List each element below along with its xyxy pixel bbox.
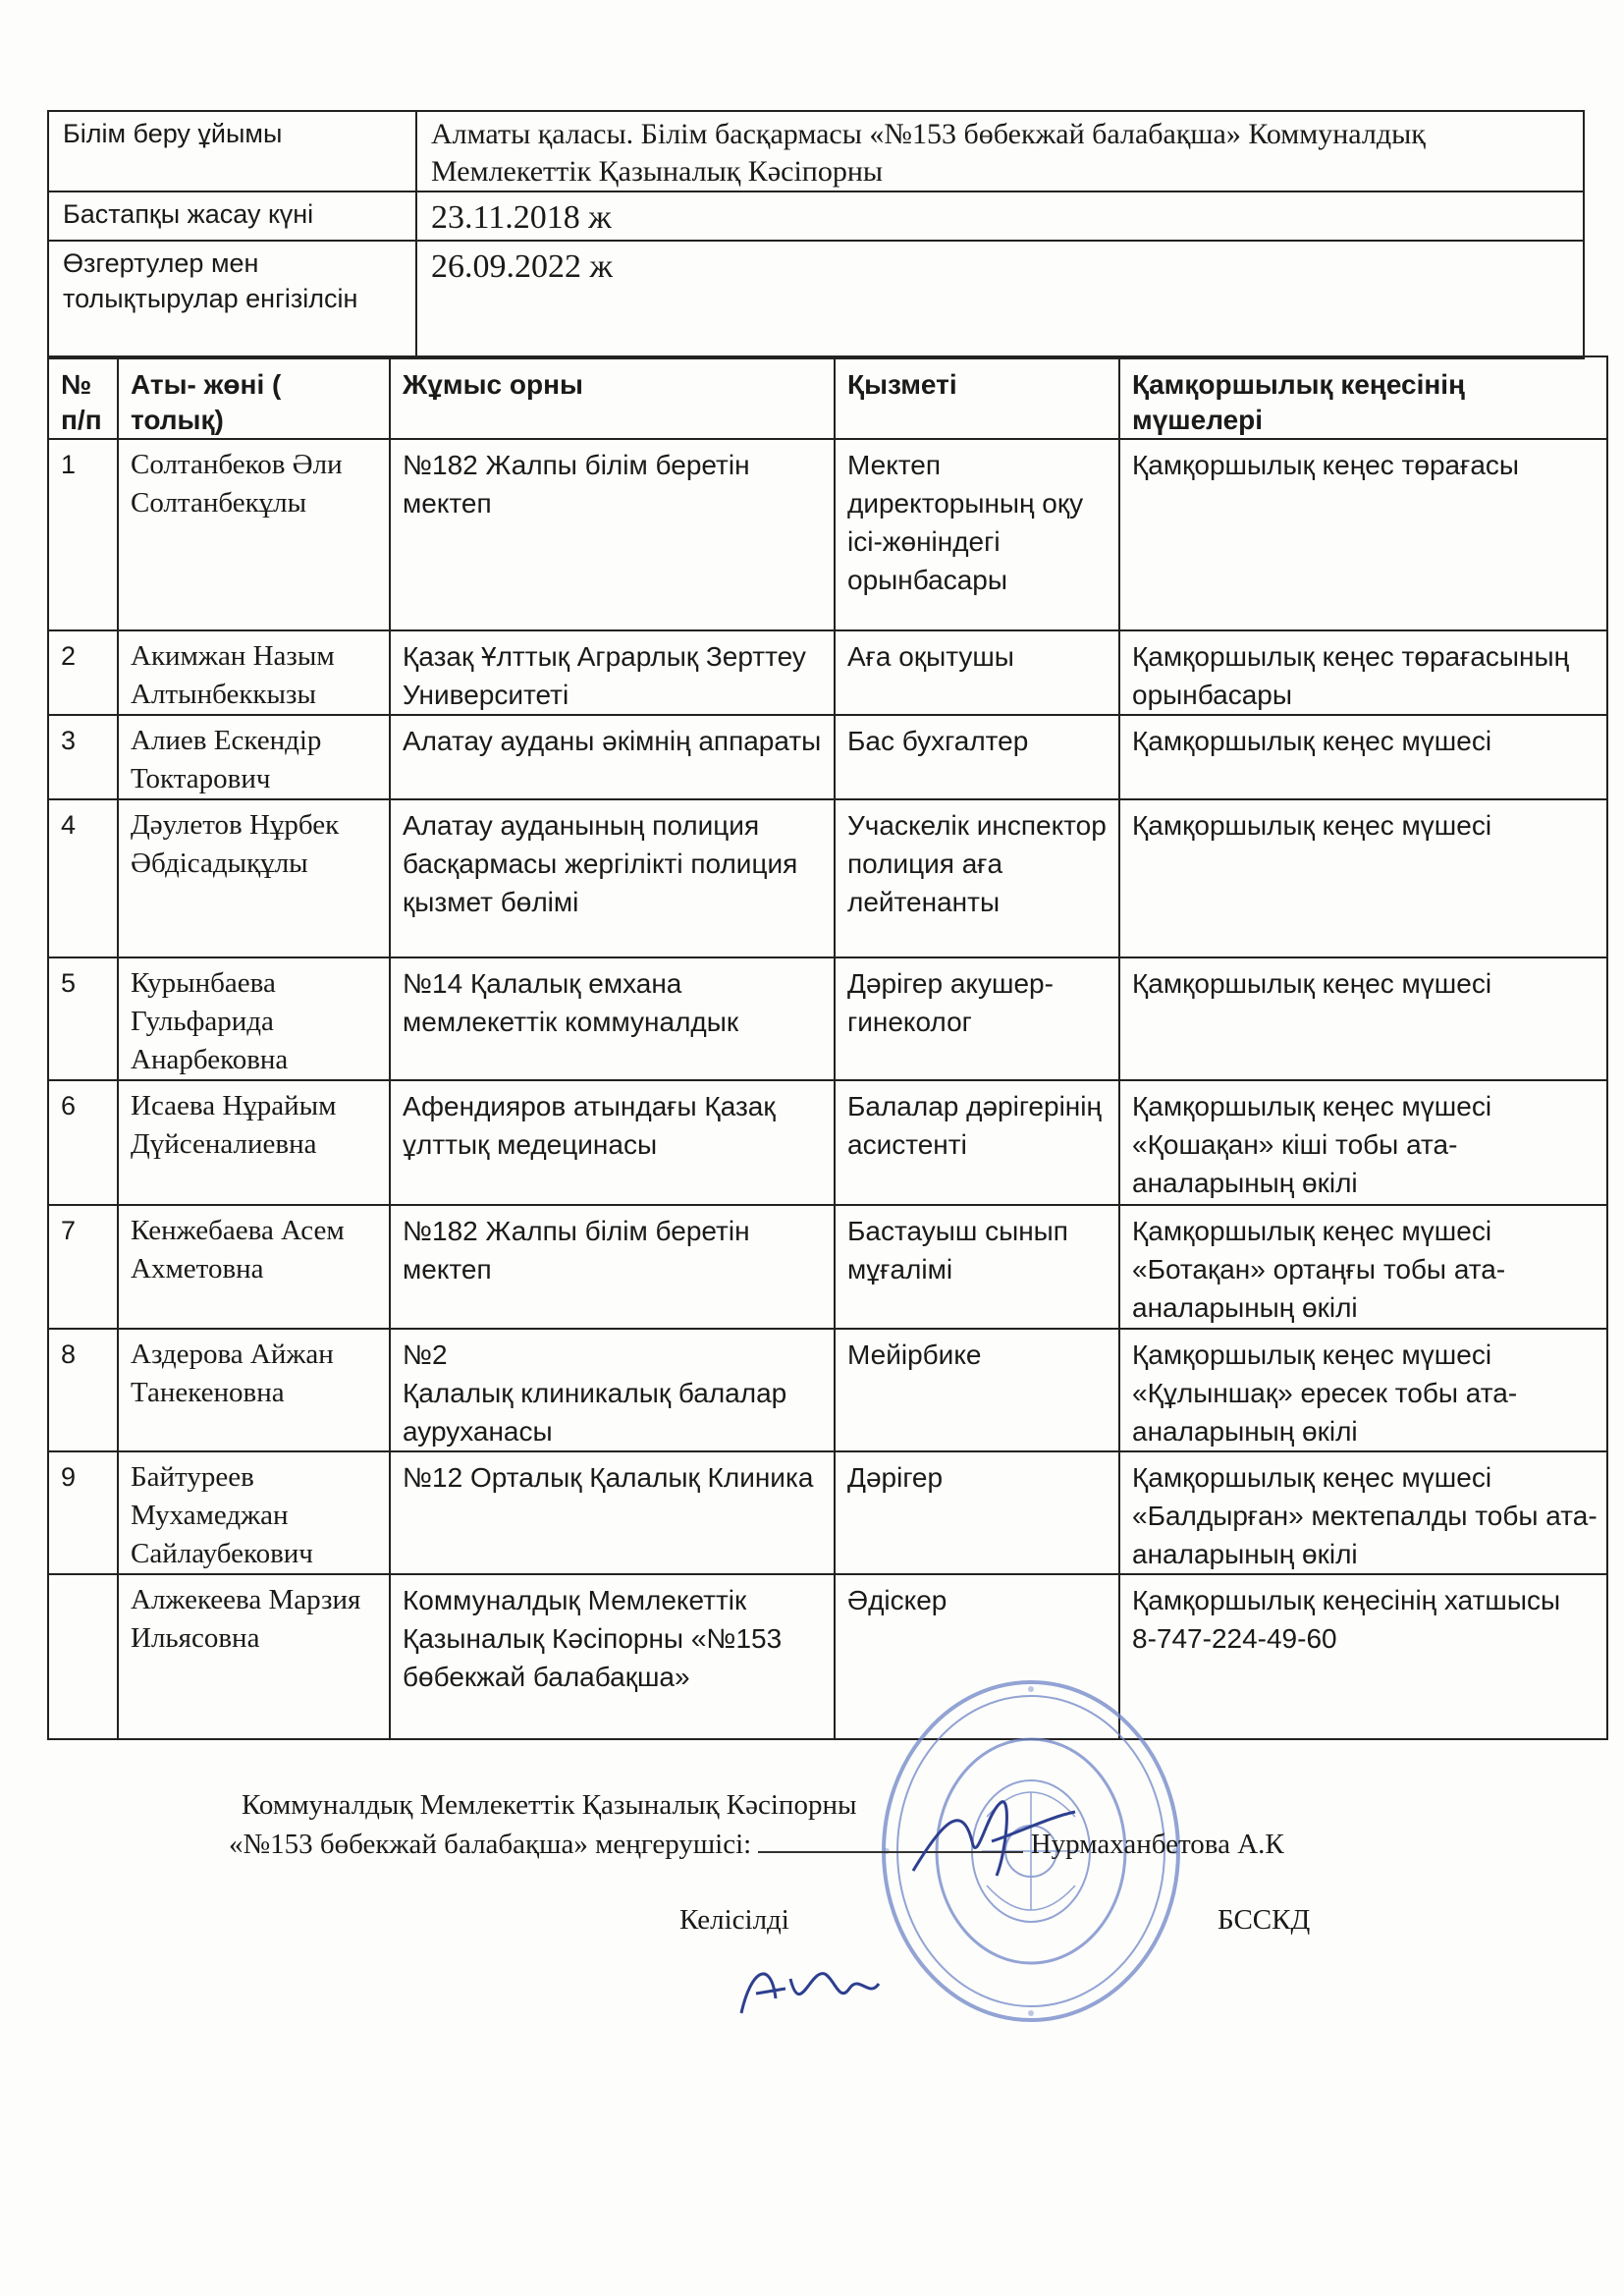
row-membership: Қамқоршылық кеңес мүшесі	[1119, 957, 1607, 1080]
row-membership: Қамқоршылық кеңес мүшесі	[1119, 715, 1607, 799]
info-row-organization	[48, 111, 1584, 191]
created-value: 23.11.2018 ж	[416, 191, 1584, 241]
info-row-created	[48, 191, 1584, 241]
changed-label: Өзгертулер мен толықтырулар енгізілсін	[48, 241, 416, 358]
row-workplace: №182 Жалпы білім беретін мектеп	[390, 439, 835, 630]
row-workplace: Қазақ Ұлттық Аграрлық Зерттеу Университеті	[390, 630, 835, 715]
table-row	[48, 715, 1607, 799]
created-label: Бастапқы жасау күні	[48, 191, 416, 241]
table-row	[48, 799, 1607, 957]
info-table	[47, 110, 1585, 359]
footer-org-line: Коммуналдық Мемлекеттік Қазыналық Кәсіпорны	[242, 1789, 857, 1821]
row-workplace: Афендияров атындағы Қазақ ұлттық медецинасы	[390, 1080, 835, 1205]
table-row	[48, 630, 1607, 715]
row-membership: Қамқоршылық кеңес төрағасының орынбасары	[1119, 630, 1607, 715]
header-num: № п/п	[48, 356, 118, 439]
row-membership: Қамқоршылық кеңес мүшесі	[1119, 799, 1607, 957]
row-workplace: №2 Қалалық клиникалық балалар ауруханасы	[390, 1329, 835, 1451]
header-position: Қызметі	[835, 356, 1119, 439]
members-table	[47, 355, 1608, 1740]
row-num: 7	[48, 1205, 118, 1329]
row-workplace: №14 Қалалық емхана мемлекеттік коммуналдык	[390, 957, 835, 1080]
table-row	[48, 1205, 1607, 1329]
row-position: Учаскелік инспектор полиция аға лейтенанты	[835, 799, 1119, 957]
row-workplace: Алатау ауданы әкімнің аппараты	[390, 715, 835, 799]
row-position: Дәрігер	[835, 1451, 1119, 1574]
row-membership: Қамқоршылық кеңесінің хатшысы 8-747-224-49-60	[1119, 1574, 1607, 1739]
row-num: 4	[48, 799, 118, 957]
head-name: Нурмаханбетова А.К	[1030, 1829, 1284, 1860]
agreed-org: БССКД	[1218, 1904, 1311, 1936]
row-name: Дәулетов Нұрбек Әбдісадықұлы	[118, 799, 390, 957]
row-workplace: №12 Орталық Қалалық Клиника	[390, 1451, 835, 1574]
table-row	[48, 1574, 1607, 1739]
row-position: Әдіскер	[835, 1574, 1119, 1739]
row-name: Курынбаева Гульфарида Анарбековна	[118, 957, 390, 1080]
table-row	[48, 1451, 1607, 1574]
row-name: Акимжан Назым Алтынбеккызы	[118, 630, 390, 715]
row-membership: Қамқоршылық кеңес мүшесі «Қошақан» кіші тобы ата-аналарының өкілі	[1119, 1080, 1607, 1205]
row-name: Байтуреев Мухамеджан Сайлаубекович	[118, 1451, 390, 1574]
table-row	[48, 957, 1607, 1080]
row-membership: Қамқоршылық кеңес мүшесі «Ботақан» ортаңғы тобы ата-аналарының өкілі	[1119, 1205, 1607, 1329]
changed-value: 26.09.2022 ж	[416, 241, 1584, 358]
row-num: 6	[48, 1080, 118, 1205]
row-membership: Қамқоршылық кеңес мүшесі «Құлыншақ» ересек тобы ата-аналарының өкілі	[1119, 1329, 1607, 1451]
row-position: Дәрігер акушер-гинеколог	[835, 957, 1119, 1080]
row-num: 1	[48, 439, 118, 630]
row-name: Солтанбеков Әли Солтанбекұлы	[118, 439, 390, 630]
row-membership: Қамқоршылық кеңес төрағасы	[1119, 439, 1607, 630]
row-workplace: №182 Жалпы білім беретін мектеп	[390, 1205, 835, 1329]
table-row	[48, 1329, 1607, 1451]
row-position: Мектеп директорының оқу ісі-жөніндегі орынбасары	[835, 439, 1119, 630]
row-name: Аздерова Айжан Танекеновна	[118, 1329, 390, 1451]
row-position: Бас бухгалтер	[835, 715, 1119, 799]
table-row	[48, 1080, 1607, 1205]
info-row-changed	[48, 241, 1584, 358]
row-num: 9	[48, 1451, 118, 1574]
row-workplace: Коммуналдық Мемлекеттік Қазыналық Кәсіпорны «№153 бөбекжай балабақша»	[390, 1574, 835, 1739]
header-membership: Қамқоршылық кеңесінің мүшелері	[1119, 356, 1607, 439]
row-position: Мейірбике	[835, 1329, 1119, 1451]
row-membership: Қамқоршылық кеңес мүшесі «Балдырған» мектепалды тобы ата-аналарының өкілі	[1119, 1451, 1607, 1574]
row-num: 5	[48, 957, 118, 1080]
row-position: Бастауыш сынып мұғалімі	[835, 1205, 1119, 1329]
row-num: 2	[48, 630, 118, 715]
footer-head-line	[229, 1827, 1284, 1862]
org-value: Алматы қаласы. Білім басқармасы «№153 бөбекжай балабақша» Коммуналдық Мемлекеттік Қазыналық Кәсіпорны	[416, 111, 1584, 191]
row-position: Аға оқытушы	[835, 630, 1119, 715]
row-position: Балалар дәрігерінің асистенті	[835, 1080, 1119, 1205]
agreed-label: Келісілді	[679, 1904, 789, 1936]
table-row	[48, 439, 1607, 630]
table-header-row	[48, 356, 1607, 439]
row-num: 8	[48, 1329, 118, 1451]
row-num	[48, 1574, 118, 1739]
header-workplace: Жұмыс орны	[390, 356, 835, 439]
row-name: Кенжебаева Асем Ахметовна	[118, 1205, 390, 1329]
org-label: Білім беру ұйымы	[48, 111, 416, 191]
head-title: «№153 бөбекжай балабақша» меңгерушісі:	[229, 1829, 752, 1860]
row-name: Алжекеева Марзия Ильясовна	[118, 1574, 390, 1739]
agreement-signature	[731, 1949, 889, 2028]
row-workplace: Алатау ауданының полиция басқармасы жергілікті полиция қызмет бөлімі	[390, 799, 835, 957]
head-signature	[903, 1782, 1090, 1900]
header-name: Аты- жөні ( толық)	[118, 356, 390, 439]
row-num: 3	[48, 715, 118, 799]
row-name: Алиев Ескендір Токтарович	[118, 715, 390, 799]
row-name: Исаева Нұрайым Дүйсеналиевна	[118, 1080, 390, 1205]
